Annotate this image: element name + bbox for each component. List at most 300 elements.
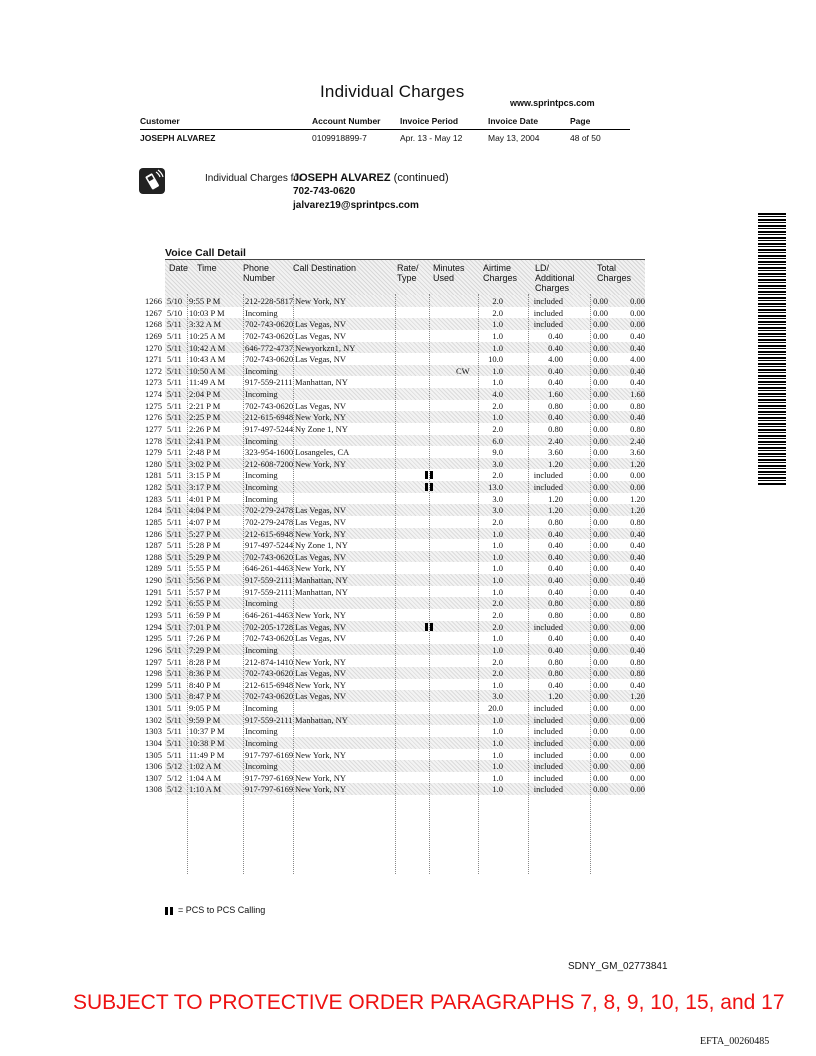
- row-number: 1288: [145, 551, 162, 562]
- individual-name: [293, 172, 449, 184]
- row-number: 1283: [145, 493, 162, 504]
- minutes-used: 1.0: [492, 772, 503, 783]
- call-time: 10:42 A M: [189, 342, 226, 353]
- phone-number: Incoming: [245, 435, 278, 446]
- total-charges: 0.40: [630, 528, 645, 539]
- minutes-used: 13.0: [488, 482, 503, 493]
- minutes-used: 3.0: [492, 458, 503, 469]
- phone-number: 702-743-0620: [245, 400, 294, 411]
- row-number: 1296: [145, 644, 162, 655]
- row-number: 1299: [145, 679, 162, 690]
- call-date: 5/11: [167, 330, 182, 341]
- call-destination: Las Vegas, NV: [295, 319, 347, 330]
- total-charges: 0.80: [630, 598, 645, 609]
- invoice-header-labels: [140, 116, 630, 130]
- total-charges: 0.00: [630, 714, 645, 725]
- barcode: [758, 213, 786, 485]
- total-charges: 0.00: [630, 703, 645, 714]
- airtime-charges: included: [533, 319, 563, 330]
- column-divider: [293, 294, 294, 874]
- call-destination: Las Vegas, NV: [295, 400, 347, 411]
- call-destination: Manhattan, NY: [295, 575, 348, 586]
- row-number: 1300: [145, 691, 162, 702]
- airtime-charges: included: [533, 737, 563, 748]
- row-number: 1292: [145, 598, 162, 609]
- ld-charges: 0.00: [593, 447, 608, 458]
- row-number: 1291: [145, 586, 162, 597]
- phone-number: 646-772-4737: [245, 342, 294, 353]
- airtime-charges: 0.40: [548, 644, 563, 655]
- call-time: 8:36 P M: [189, 668, 221, 679]
- row-number: 1271: [145, 354, 162, 365]
- airtime-charges: 0.80: [548, 656, 563, 667]
- ld-charges: 0.00: [593, 586, 608, 597]
- protective-order-notice: SUBJECT TO PROTECTIVE ORDER PARAGRAPHS 7, 8, 9, 10, 15, and 17: [73, 991, 785, 1014]
- document-title: Individual Charges: [320, 82, 465, 101]
- column-divider: [590, 294, 591, 874]
- total-charges: 0.00: [630, 761, 645, 772]
- total-charges: 1.20: [630, 505, 645, 516]
- phone-number: 702-743-0620: [245, 668, 294, 679]
- phone-number: 646-261-4463: [245, 610, 294, 620]
- call-destination: Las Vegas, NV: [295, 691, 347, 702]
- call-time: 4:01 P M: [189, 493, 221, 504]
- call-date: 5/11: [167, 435, 182, 446]
- phone-number: Incoming: [245, 307, 278, 318]
- phone-number: Incoming: [245, 482, 278, 493]
- row-number: 1273: [145, 377, 162, 388]
- call-date: 5/11: [167, 737, 182, 748]
- call-time: 10:25 A M: [189, 330, 226, 341]
- call-time: 5:29 P M: [189, 551, 221, 562]
- row-number: 1294: [145, 621, 162, 632]
- ld-charges: 0.00: [593, 540, 608, 551]
- customer-label: Customer: [140, 116, 180, 126]
- call-time: 5:56 P M: [189, 575, 221, 586]
- minutes-used: 2.0: [492, 516, 503, 527]
- ld-charges: 0.00: [593, 726, 608, 737]
- call-time: 2:21 P M: [189, 400, 221, 411]
- total-charges: 1.20: [630, 493, 645, 504]
- total-charges: 0.40: [630, 412, 645, 423]
- call-time: 10:38 P M: [189, 737, 225, 748]
- pcs-to-pcs-icon: [165, 907, 174, 915]
- phone-number: 917-797-6169: [245, 784, 294, 795]
- call-date: 5/11: [167, 610, 182, 620]
- call-destination: Las Vegas, NV: [295, 551, 347, 562]
- ld-charges: 0.00: [593, 656, 608, 667]
- call-time: 8:47 P M: [189, 691, 221, 702]
- phone-number: 917-559-2111: [245, 575, 293, 586]
- ld-charges: 0.00: [593, 377, 608, 388]
- minutes-used: 1.0: [492, 784, 503, 795]
- ld-charges: 0.00: [593, 423, 608, 434]
- phone-number: Incoming: [245, 761, 278, 772]
- airtime-charges: 0.40: [548, 563, 563, 574]
- airtime-charges: 0.40: [548, 342, 563, 353]
- call-time: 3:17 P M: [189, 482, 221, 493]
- phone-number: 917-497-5244: [245, 540, 294, 551]
- minutes-used: 2.0: [492, 400, 503, 411]
- row-number: 1269: [145, 330, 162, 341]
- call-date: 5/11: [167, 656, 182, 667]
- call-date: 5/11: [167, 586, 182, 597]
- call-time: 10:50 A M: [189, 365, 226, 376]
- airtime-charges: 1.60: [548, 389, 563, 400]
- call-time: 2:25 P M: [189, 412, 221, 423]
- call-date: 5/11: [167, 679, 182, 690]
- total-charges: 0.40: [630, 575, 645, 586]
- phone-number: 212-874-1410: [245, 656, 294, 667]
- call-destination: Manhattan, NY: [295, 377, 348, 388]
- row-number: 1289: [145, 563, 162, 574]
- website: www.sprintpcs.com: [510, 98, 595, 108]
- row-number: 1298: [145, 668, 162, 679]
- call-destination: New York, NY: [295, 656, 347, 667]
- call-time: 9:59 P M: [189, 714, 221, 725]
- phone-number: 917-797-6169: [245, 772, 294, 783]
- call-destination: New York, NY: [295, 528, 347, 539]
- row-number: 1268: [145, 319, 162, 330]
- minutes-used: 1.0: [492, 412, 503, 423]
- ld-charges: 0.00: [593, 482, 608, 493]
- ld-charges: 0.00: [593, 784, 608, 795]
- call-date: 5/11: [167, 575, 182, 586]
- airtime-charges: included: [533, 621, 563, 632]
- row-number: 1276: [145, 412, 162, 423]
- call-date: 5/11: [167, 400, 182, 411]
- minutes-used: 1.0: [492, 528, 503, 539]
- minutes-used: 2.0: [492, 423, 503, 434]
- total-charges: 1.20: [630, 458, 645, 469]
- minutes-used: 3.0: [492, 493, 503, 504]
- invoice-period: Apr. 13 - May 12: [400, 133, 463, 143]
- phone-number: 212-615-6948: [245, 528, 294, 539]
- call-date: 5/11: [167, 749, 182, 760]
- call-date: 5/11: [167, 703, 182, 714]
- call-time: 4:07 P M: [189, 516, 221, 527]
- total-charges: 0.00: [630, 621, 645, 632]
- ld-charges: 0.00: [593, 319, 608, 330]
- ld-charges: 0.00: [593, 551, 608, 562]
- call-date: 5/11: [167, 354, 182, 365]
- call-date: 5/11: [167, 528, 182, 539]
- minutes-used: 2.0: [492, 296, 503, 306]
- phone-number: 702-743-0620: [245, 319, 294, 330]
- minutes-used: 2.0: [492, 470, 503, 481]
- call-time: 7:26 P M: [189, 633, 221, 644]
- call-date: 5/11: [167, 621, 182, 632]
- col-date: Date: [169, 263, 189, 273]
- phone-number: Incoming: [245, 470, 278, 481]
- call-time: 5:57 P M: [189, 586, 221, 597]
- ld-charges: 0.00: [593, 400, 608, 411]
- total-charges: 0.40: [630, 330, 645, 341]
- account-number: 0109918899-7: [312, 133, 367, 143]
- call-time: 8:40 P M: [189, 679, 221, 690]
- invoice-header-values: [140, 133, 630, 143]
- call-destination: Manhattan, NY: [295, 586, 348, 597]
- call-destination: Las Vegas, NV: [295, 621, 347, 632]
- total-charges: 0.40: [630, 540, 645, 551]
- phone-number: 917-559-2111: [245, 714, 293, 725]
- call-date: 5/11: [167, 633, 182, 644]
- efta-id: EFTA_00260485: [700, 1036, 770, 1047]
- minutes-used: 1.0: [492, 737, 503, 748]
- row-number: 1290: [145, 575, 162, 586]
- ld-charges: 0.00: [593, 330, 608, 341]
- page-number: 48 of 50: [570, 133, 601, 143]
- total-charges: 1.60: [630, 389, 645, 400]
- call-date: 5/10: [167, 307, 183, 318]
- phone-number: Incoming: [245, 726, 278, 737]
- airtime-charges: included: [533, 761, 563, 772]
- call-date: 5/12: [167, 784, 183, 795]
- row-number: 1304: [145, 737, 162, 748]
- phone-number: 323-954-1600: [245, 447, 294, 458]
- call-date: 5/12: [167, 772, 183, 783]
- call-time: 10:37 P M: [189, 726, 225, 737]
- call-date: 5/11: [167, 726, 182, 737]
- airtime-charges: included: [533, 296, 563, 306]
- airtime-charges: 0.40: [548, 412, 563, 423]
- total-charges: 0.40: [630, 644, 645, 655]
- ld-charges: 0.00: [593, 563, 608, 574]
- phone-number: 917-497-5244: [245, 423, 294, 434]
- call-time: 3:02 P M: [189, 458, 221, 469]
- call-date: 5/11: [167, 342, 182, 353]
- call-destination: Las Vegas, NV: [295, 354, 347, 365]
- ld-charges: 0.00: [593, 644, 608, 655]
- phone-number: 702-743-0620: [245, 330, 294, 341]
- col-destination: Call Destination: [293, 263, 357, 273]
- col-ld-additional: LD/ Additional Charges: [535, 263, 575, 293]
- call-time: 2:41 P M: [189, 435, 221, 446]
- individual-charges-label: Individual Charges for: [205, 173, 303, 184]
- minutes-used: 1.0: [492, 575, 503, 586]
- ld-charges: 0.00: [593, 493, 608, 504]
- total-charges: 0.00: [630, 737, 645, 748]
- column-divider: [429, 294, 430, 874]
- call-date: 5/11: [167, 505, 182, 516]
- ld-charges: 0.00: [593, 458, 608, 469]
- total-charges: 0.80: [630, 610, 645, 620]
- airtime-charges: 0.80: [548, 516, 563, 527]
- minutes-used: 1.0: [492, 679, 503, 690]
- call-date: 5/11: [167, 447, 182, 458]
- minutes-used: 9.0: [492, 447, 503, 458]
- ld-charges: 0.00: [593, 505, 608, 516]
- ld-charges: 0.00: [593, 621, 608, 632]
- call-destination: New York, NY: [295, 679, 347, 690]
- call-time: 1:04 A M: [189, 772, 222, 783]
- call-destination: Manhattan, NY: [295, 714, 348, 725]
- col-total: Total Charges: [597, 263, 632, 283]
- ld-charges: 0.00: [593, 691, 608, 702]
- column-divider: [395, 294, 396, 874]
- call-destination: New York, NY: [295, 749, 347, 760]
- call-date: 5/11: [167, 377, 182, 388]
- ld-charges: 0.00: [593, 307, 608, 318]
- phone-number: Incoming: [245, 644, 278, 655]
- total-charges: 0.80: [630, 423, 645, 434]
- call-date: 5/11: [167, 598, 182, 609]
- airtime-charges: 0.40: [548, 528, 563, 539]
- airtime-charges: 2.40: [548, 435, 563, 446]
- row-number: 1277: [145, 423, 162, 434]
- call-date: 5/11: [167, 458, 182, 469]
- total-charges: 0.40: [630, 377, 645, 388]
- phone-number: Incoming: [245, 389, 278, 400]
- airtime-charges: included: [533, 703, 563, 714]
- row-number: 1280: [145, 458, 162, 469]
- airtime-charges: 0.40: [548, 679, 563, 690]
- row-number: 1286: [145, 528, 162, 539]
- airtime-charges: 0.80: [548, 610, 563, 620]
- call-time: 5:55 P M: [189, 563, 221, 574]
- minutes-used: 4.0: [492, 389, 503, 400]
- airtime-charges: 4.00: [548, 354, 563, 365]
- call-date: 5/11: [167, 563, 182, 574]
- customer-name: JOSEPH ALVAREZ: [140, 133, 216, 143]
- phone-number: 212-615-6948: [245, 412, 294, 423]
- continued-note: (continued): [393, 172, 449, 184]
- row-number: 1278: [145, 435, 162, 446]
- airtime-charges: 0.40: [548, 551, 563, 562]
- row-number: 1272: [145, 365, 162, 376]
- call-date: 5/11: [167, 482, 182, 493]
- phone-number: 702-279-2478: [245, 505, 294, 516]
- call-time: 7:01 P M: [189, 621, 221, 632]
- call-time: 10:03 P M: [189, 307, 225, 318]
- total-charges: 0.00: [630, 319, 645, 330]
- row-number: 1301: [145, 703, 162, 714]
- minutes-used: 1.0: [492, 749, 503, 760]
- call-destination: Newyorkzn1, NY: [295, 342, 356, 353]
- airtime-charges: included: [533, 772, 563, 783]
- minutes-used: 1.0: [492, 342, 503, 353]
- airtime-charges: 1.20: [548, 493, 563, 504]
- phone-number: Incoming: [245, 598, 278, 609]
- call-time: 5:27 P M: [189, 528, 221, 539]
- row-number: 1293: [145, 610, 162, 620]
- call-destination: Las Vegas, NV: [295, 668, 347, 679]
- phone-number: Incoming: [245, 737, 278, 748]
- call-destination: Ny Zone 1, NY: [295, 423, 348, 434]
- ld-charges: 0.00: [593, 714, 608, 725]
- call-date: 5/11: [167, 516, 182, 527]
- call-date: 5/11: [167, 668, 182, 679]
- call-date: 5/11: [167, 470, 182, 481]
- individual-phone: 702-743-0620: [293, 186, 356, 197]
- ld-charges: 0.00: [593, 342, 608, 353]
- individual-email: jalvarez19@sprintpcs.com: [293, 200, 419, 211]
- call-time: 10:43 A M: [189, 354, 226, 365]
- phone-number: 702-743-0620: [245, 691, 294, 702]
- call-destination: Losangeles, CA: [295, 447, 350, 458]
- invoice-date: May 13, 2004: [488, 133, 540, 143]
- call-destination: New York, NY: [295, 563, 347, 574]
- call-time: 11:49 A M: [189, 377, 226, 388]
- call-destination: Las Vegas, NV: [295, 516, 347, 527]
- minutes-used: 1.0: [492, 644, 503, 655]
- call-date: 5/10: [167, 296, 183, 306]
- ld-charges: 0.00: [593, 749, 608, 760]
- airtime-charges: included: [533, 482, 563, 493]
- row-number: 1275: [145, 400, 162, 411]
- row-number: 1287: [145, 540, 162, 551]
- ld-charges: 0.00: [593, 470, 608, 481]
- call-date: 5/11: [167, 389, 182, 400]
- airtime-charges: 0.80: [548, 423, 563, 434]
- call-time: 1:02 A M: [189, 761, 222, 772]
- minutes-used: 2.0: [492, 610, 503, 620]
- minutes-used: 1.0: [492, 586, 503, 597]
- call-date: 5/11: [167, 319, 182, 330]
- row-number: 1307: [145, 772, 162, 783]
- call-time: 2:48 P M: [189, 447, 221, 458]
- col-rate-type: Rate/ Type: [397, 263, 419, 283]
- airtime-charges: 1.20: [548, 458, 563, 469]
- call-time: 4:04 P M: [189, 505, 221, 516]
- minutes-used: 6.0: [492, 435, 503, 446]
- total-charges: 0.00: [630, 749, 645, 760]
- total-charges: 0.00: [630, 296, 645, 306]
- total-charges: 0.40: [630, 633, 645, 644]
- call-destination: Ny Zone 1, NY: [295, 540, 348, 551]
- ld-charges: 0.00: [593, 365, 608, 376]
- ld-charges: 0.00: [593, 610, 608, 620]
- col-airtime: Airtime Charges: [483, 263, 518, 283]
- row-number: 1285: [145, 516, 162, 527]
- call-date: 5/11: [167, 714, 182, 725]
- minutes-used: 2.0: [492, 307, 503, 318]
- airtime-charges: 0.40: [548, 540, 563, 551]
- column-divider: [243, 294, 244, 874]
- row-number: 1279: [145, 447, 162, 458]
- section-title: Voice Call Detail: [165, 247, 246, 259]
- row-number: 1266: [145, 296, 162, 306]
- airtime-charges: 0.40: [548, 575, 563, 586]
- row-number: 1284: [145, 505, 162, 516]
- call-time: 9:55 P M: [189, 296, 221, 306]
- invoice-period-label: Invoice Period: [400, 116, 459, 126]
- minutes-used: 1.0: [492, 633, 503, 644]
- ld-charges: 0.00: [593, 296, 608, 306]
- call-time: 2:04 P M: [189, 389, 221, 400]
- col-minutes: Minutes Used: [433, 263, 465, 283]
- col-phone: Phone Number: [243, 263, 276, 283]
- phone-number: 212-228-5817: [245, 296, 294, 306]
- airtime-charges: included: [533, 714, 563, 725]
- call-date: 5/11: [167, 493, 182, 504]
- airtime-charges: included: [533, 784, 563, 795]
- minutes-used: 3.0: [492, 691, 503, 702]
- total-charges: 0.00: [630, 726, 645, 737]
- minutes-used: 2.0: [492, 656, 503, 667]
- phone-number: Incoming: [245, 365, 278, 376]
- airtime-charges: 0.40: [548, 633, 563, 644]
- ld-charges: 0.00: [593, 354, 608, 365]
- minutes-used: 10.0: [488, 354, 503, 365]
- total-charges: 0.80: [630, 400, 645, 411]
- ld-charges: 0.00: [593, 598, 608, 609]
- phone-number: 212-608-7200: [245, 458, 294, 469]
- airtime-charges: 1.20: [548, 691, 563, 702]
- row-number: 1270: [145, 342, 162, 353]
- total-charges: 0.40: [630, 365, 645, 376]
- call-destination: New York, NY: [295, 784, 347, 795]
